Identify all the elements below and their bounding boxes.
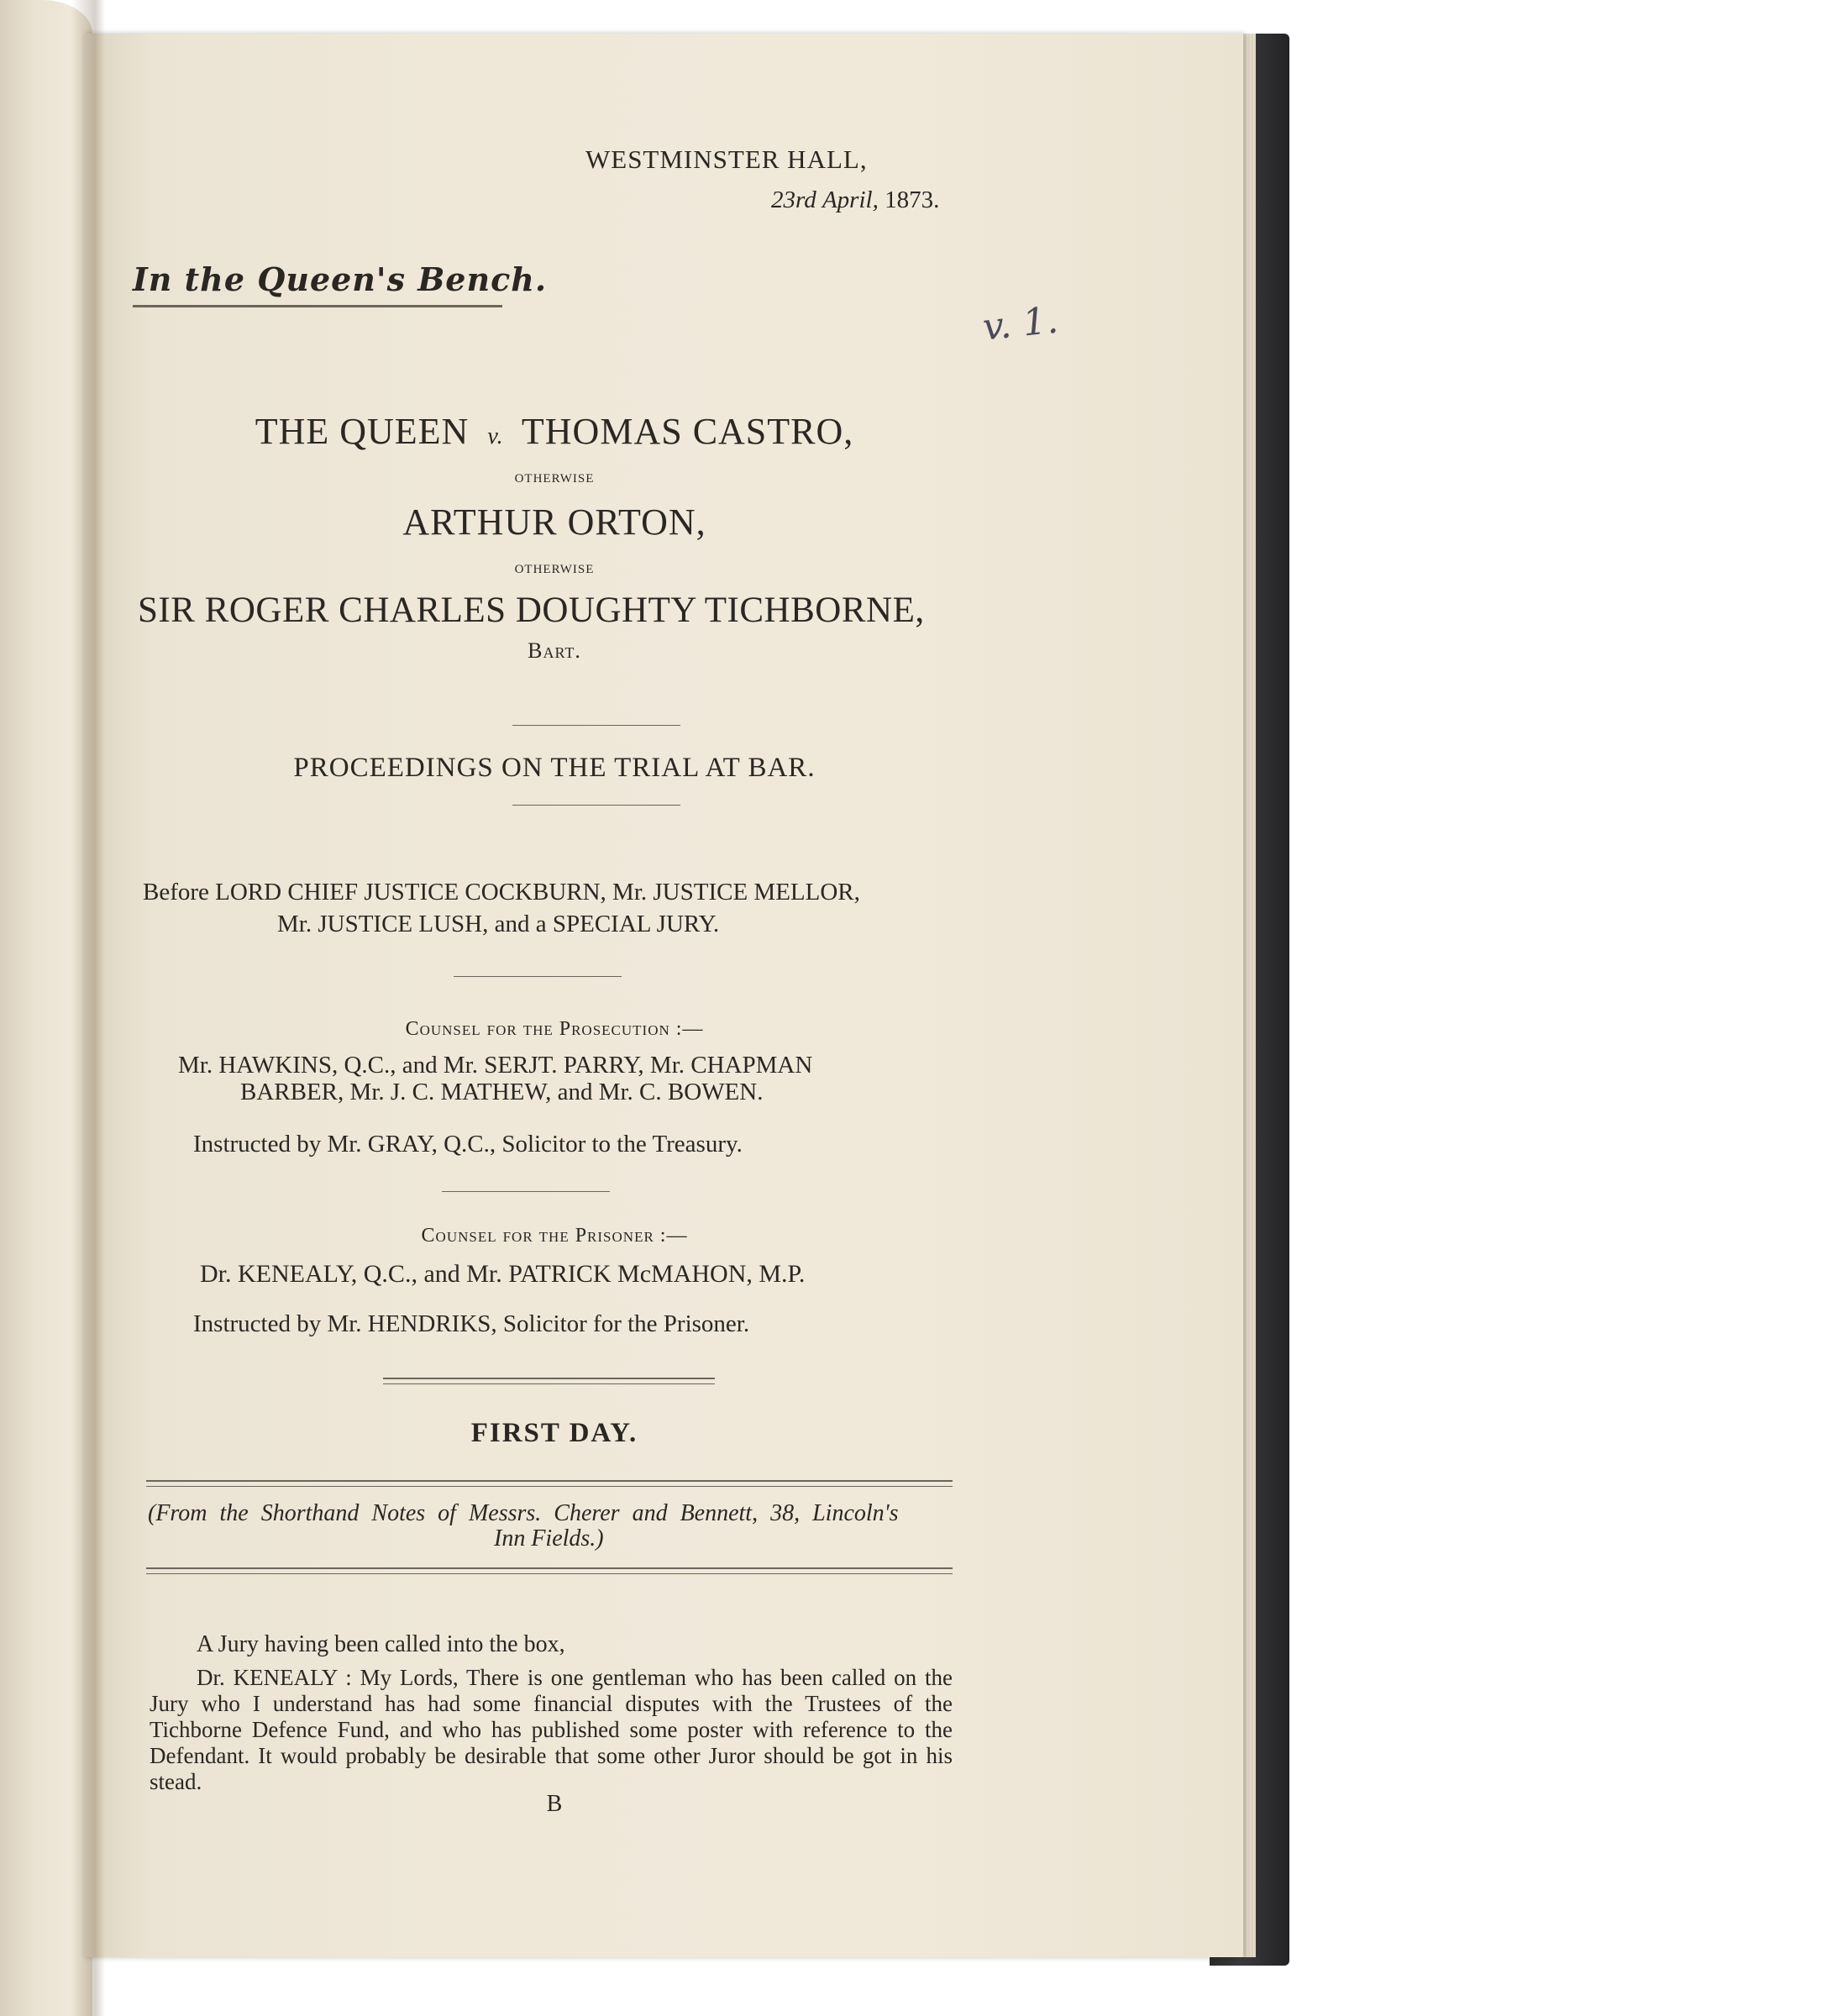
court-heading: In the Queen's Bench. bbox=[133, 260, 548, 298]
book-page bbox=[84, 34, 1243, 1957]
source-note-line1: (From the Shorthand Notes of Messrs. Cherer and Bennett, 38, Lincoln's bbox=[148, 1500, 899, 1526]
proceedings-heading: PROCEEDINGS ON THE TRIAL AT BAR. bbox=[293, 753, 816, 783]
prosecution-heading: Counsel for the Prosecution :— bbox=[405, 1018, 704, 1040]
date-year: 1873. bbox=[885, 186, 940, 213]
case-crown: THE QUEEN bbox=[255, 411, 470, 452]
header-place: WESTMINSTER HALL, bbox=[585, 144, 868, 174]
case-title-line2: ARTHUR ORTON, bbox=[402, 501, 706, 543]
case-title-line1 bbox=[84, 410, 1025, 453]
header-date bbox=[771, 186, 939, 214]
prosecution-line1: Mr. HAWKINS, Q.C., and Mr. SERJT. PARRY, Mr. CHAPMAN bbox=[178, 1052, 813, 1079]
divider-4 bbox=[442, 1191, 610, 1192]
divider-5 bbox=[383, 1378, 715, 1384]
divider-3 bbox=[454, 976, 622, 977]
before-line2: Mr. JUSTICE LUSH, and a SPECIAL JURY. bbox=[277, 911, 720, 937]
body-paragraph-1: A Jury having been called into the box, bbox=[197, 1631, 565, 1657]
prisoner-line1: Dr. KENEALY, Q.C., and Mr. PATRICK McMAHON, M.P. bbox=[200, 1260, 806, 1288]
divider-6 bbox=[146, 1480, 953, 1487]
signature-mark: B bbox=[546, 1791, 563, 1817]
case-versus: v. bbox=[487, 423, 504, 449]
gutter-shadow bbox=[71, 0, 105, 2016]
prosecution-line2: BARBER, Mr. J. C. MATHEW, and Mr. C. BOWEN. bbox=[240, 1079, 764, 1105]
divider-1 bbox=[512, 725, 680, 726]
source-note-line2: Inn Fields.) bbox=[494, 1525, 604, 1551]
date-day: 23rd bbox=[771, 186, 816, 213]
court-underline bbox=[133, 305, 502, 307]
otherwise-1: OTHERWISE bbox=[514, 472, 595, 486]
otherwise-2: OTHERWISE bbox=[514, 563, 595, 576]
body-paragraph-2: Dr. KENEALY : My Lords, There is one gentleman who has been called on the Jury who I understand has had some financial disputes with the Trustees of the Tichborne Defence Fund, and who has published some poster with reference to the Defendant. It would probably be desirable that some other Juror should be got in his stead. bbox=[150, 1665, 953, 1794]
before-line1: Before LORD CHIEF JUSTICE COCKBURN, Mr. JUSTICE MELLOR, bbox=[143, 879, 860, 906]
divider-2 bbox=[512, 805, 680, 806]
prisoner-heading: Counsel for the Prisoner :— bbox=[421, 1225, 688, 1247]
divider-7 bbox=[146, 1567, 953, 1574]
case-title-line3: SIR ROGER CHARLES DOUGHTY TICHBORNE, bbox=[138, 591, 925, 630]
day-heading: FIRST DAY. bbox=[470, 1418, 638, 1448]
case-title-suffix: Bart. bbox=[528, 638, 581, 663]
case-defendant-name: THOMAS CASTRO, bbox=[521, 411, 854, 452]
prisoner-instructed: Instructed by Mr. HENDRIKS, Solicitor for the Prisoner. bbox=[193, 1310, 750, 1337]
date-month: April, bbox=[822, 186, 879, 213]
marginal-note: v. 1. bbox=[980, 298, 1061, 349]
prosecution-instructed: Instructed by Mr. GRAY, Q.C., Solicitor to the Treasury. bbox=[193, 1131, 743, 1158]
